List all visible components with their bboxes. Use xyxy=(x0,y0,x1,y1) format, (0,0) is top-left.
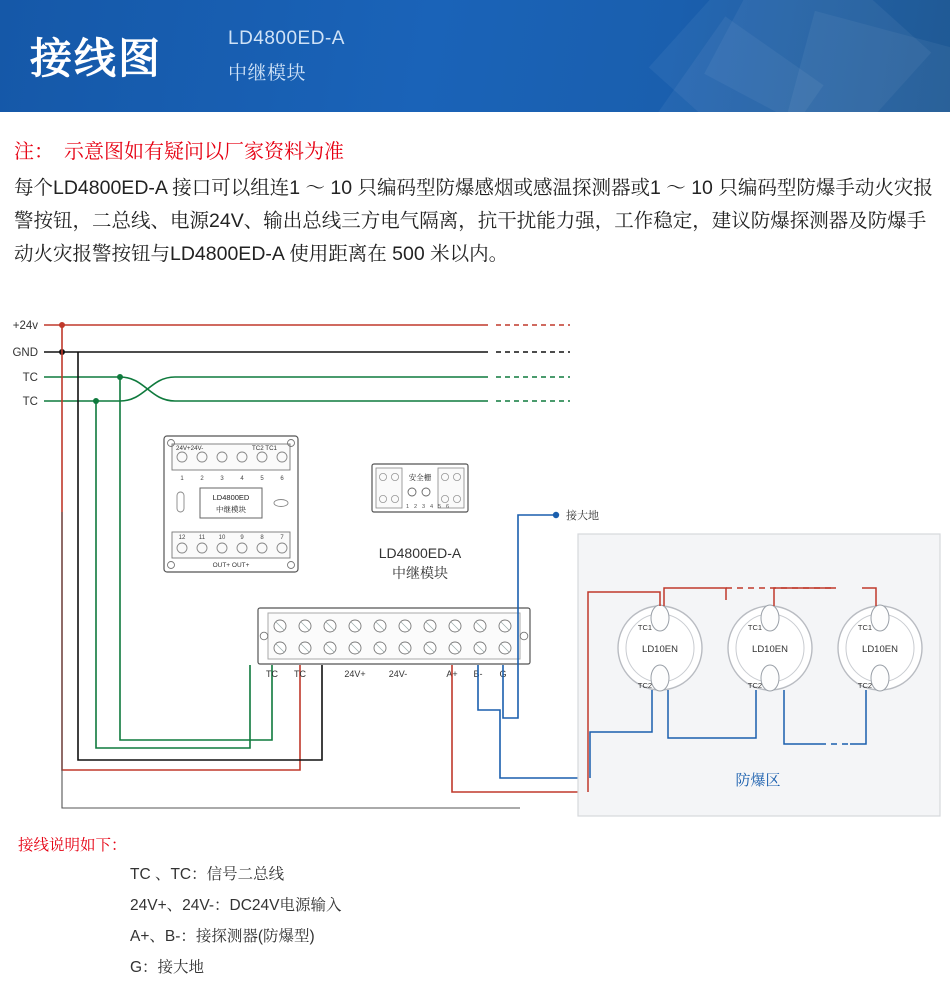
barrier-title: 安全栅 xyxy=(408,473,432,482)
terminal-label-g: G xyxy=(499,669,507,679)
page-title: 接线图 xyxy=(30,34,163,83)
svg-text:2: 2 xyxy=(414,504,418,510)
detector-1-tc1: TC1 xyxy=(637,623,653,632)
legend-item-2: A+、B-：接探测器(防爆型) xyxy=(130,928,315,945)
legend-item-0: TC 、TC：信号二总线 xyxy=(130,866,285,883)
bus-label-tc-a: TC xyxy=(22,372,38,384)
legend-item-3: G：接大地 xyxy=(130,959,205,976)
svg-text:9: 9 xyxy=(240,535,244,541)
header-subtitle: 中继模块 xyxy=(228,63,307,84)
module-caption-line2: 中继模块 xyxy=(392,565,448,581)
bus-label-gnd: GND xyxy=(12,347,38,359)
detector-1-name: LD10EN xyxy=(642,644,678,655)
relay-module-small xyxy=(164,436,298,572)
svg-text:3: 3 xyxy=(220,476,224,482)
terminal-label-24vp: 24V+ xyxy=(344,669,366,679)
detector-2 xyxy=(728,605,812,691)
detector-2-tc2: TC2 xyxy=(747,681,763,690)
terminal-label-ap: A+ xyxy=(446,669,458,679)
detector-1-tc2: TC2 xyxy=(637,681,653,690)
bus-lines xyxy=(44,322,570,404)
module-caption-line1: LD4800ED-A xyxy=(378,545,462,561)
explosion-zone xyxy=(578,534,940,816)
terminal-block xyxy=(258,608,530,679)
svg-text:1: 1 xyxy=(180,476,184,482)
svg-text:8: 8 xyxy=(260,535,264,541)
note-text: 示意图如有疑问以厂家资料为准 xyxy=(64,141,344,163)
terminal-label-tc2: TC xyxy=(294,669,306,679)
legend-title: 接线说明如下： xyxy=(18,837,127,854)
detector-3-name: LD10EN xyxy=(862,644,898,655)
svg-text:7: 7 xyxy=(280,535,284,541)
svg-text:11: 11 xyxy=(198,535,206,541)
bus-label-24v: +24v xyxy=(12,320,38,332)
description-text: 每个LD4800ED-A 接口可以组连1 ～ 10 只编码型防爆感烟或感温探测器或1 ～ 10 只编码型防爆手动火灾报警按钮，二总线、电源24V、输出总线三方电气隔离，抗干扰能力强，工作稳定，建议防爆探测器及防爆手动火灾报警按钮与LD4800ED-A 使用距离在 500 米以内。 xyxy=(14,177,933,265)
note-line xyxy=(14,135,934,164)
terminal-label-24vn: 24V- xyxy=(388,669,408,679)
small-module-name-1: LD4800ED xyxy=(212,493,250,502)
safety-barrier xyxy=(372,464,468,512)
small-module-top-labels: 24V+24V- xyxy=(176,445,204,452)
detector-2-name: LD10EN xyxy=(752,644,788,655)
terminal-label-tc1: TC xyxy=(266,669,278,679)
legend-item-1: 24V+、24V-：DC24V电源输入 xyxy=(130,897,342,914)
svg-text:5: 5 xyxy=(438,504,442,510)
svg-text:5: 5 xyxy=(260,476,264,482)
detector-1 xyxy=(618,605,702,691)
svg-text:4: 4 xyxy=(430,504,434,510)
small-module-bottom-labels: OUT+ OUT+ xyxy=(212,562,250,569)
bus-label-tc-b: TC xyxy=(22,396,38,408)
page-header xyxy=(0,0,950,112)
svg-text:10: 10 xyxy=(218,535,226,541)
small-module-name-2: 中继模块 xyxy=(216,505,246,514)
detector-3-tc2: TC2 xyxy=(857,681,873,690)
svg-text:3: 3 xyxy=(422,504,426,510)
svg-text:12: 12 xyxy=(178,535,186,541)
note-label: 注： xyxy=(14,141,54,163)
terminal-label-bn: B- xyxy=(473,669,483,679)
svg-text:2: 2 xyxy=(200,476,204,482)
detector-3 xyxy=(838,605,922,691)
svg-text:6: 6 xyxy=(280,476,284,482)
svg-text:6: 6 xyxy=(446,504,450,510)
small-module-top-labels-2: TC2 TC1 xyxy=(252,445,277,452)
svg-text:4: 4 xyxy=(240,476,244,482)
detector-3-tc1: TC1 xyxy=(857,623,873,632)
explosion-zone-label: 防爆区 xyxy=(735,772,781,789)
wiring-diagram xyxy=(0,300,950,840)
ground-label: 接大地 xyxy=(566,510,599,522)
detector-2-tc1: TC1 xyxy=(747,623,763,632)
svg-text:1: 1 xyxy=(406,504,410,510)
header-model: LD4800ED-A xyxy=(228,28,345,49)
